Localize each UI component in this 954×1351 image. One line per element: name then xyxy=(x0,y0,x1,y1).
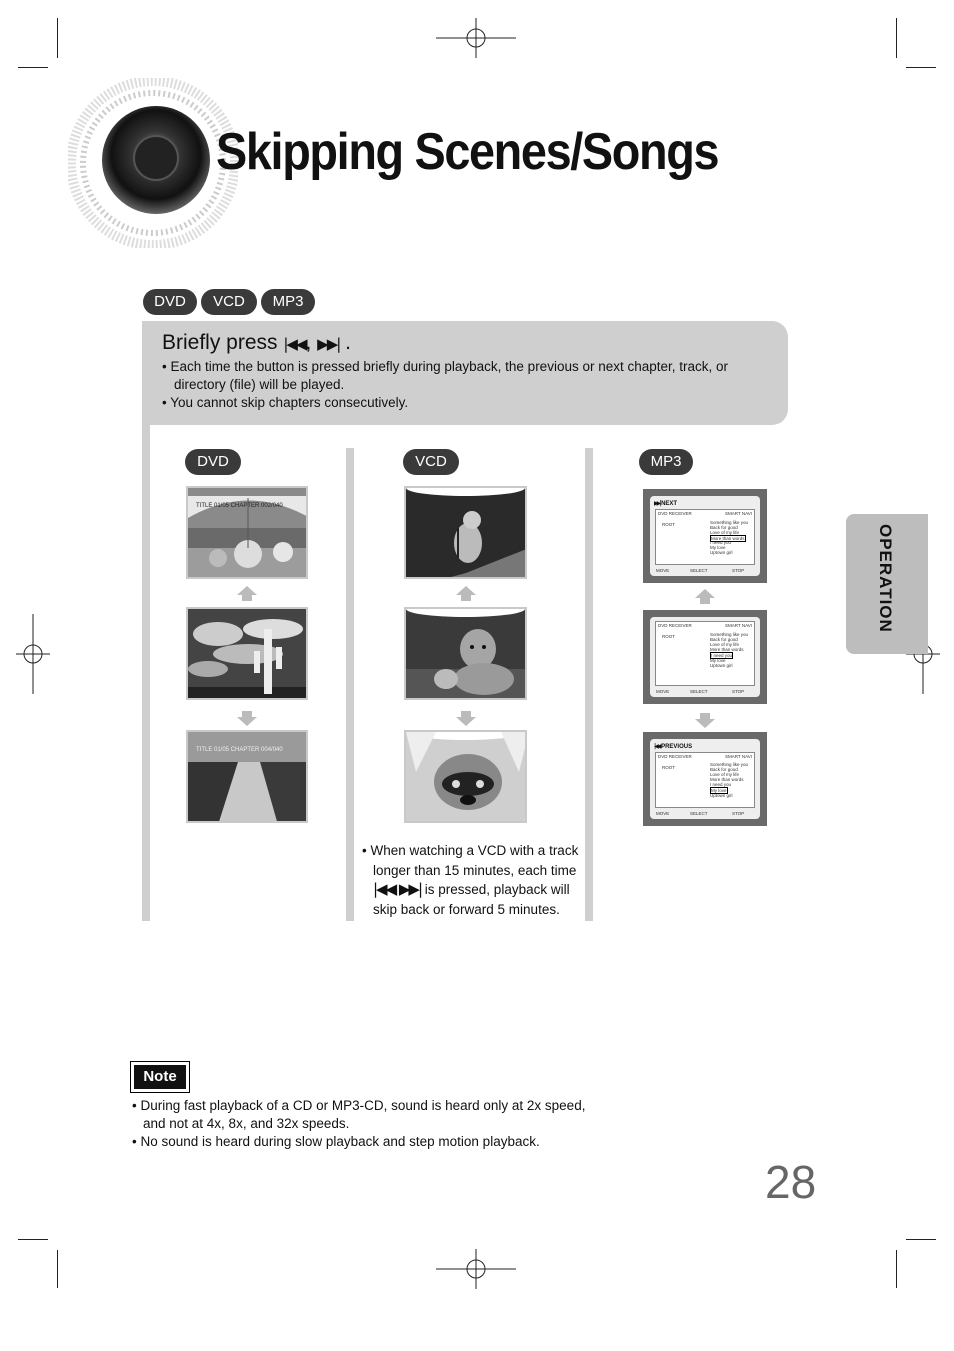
list-item: • No sound is heard during slow playback and step motion playback. xyxy=(132,1134,540,1149)
crop-mark xyxy=(18,1239,48,1240)
crop-mark xyxy=(57,1250,58,1288)
vcd-screen-3 xyxy=(404,730,527,823)
instruction-heading: Briefly press |◀◀, ▶▶| . xyxy=(162,331,351,354)
dvd-screen-2 xyxy=(186,607,308,700)
page-number: 28 xyxy=(765,1156,817,1208)
registration-mark xyxy=(436,18,516,58)
arrow-down-icon-stem xyxy=(242,711,252,717)
column-label-mp3: MP3 xyxy=(639,449,693,475)
arrow-up-icon-stem xyxy=(461,595,471,601)
mp3-screen-2: DVD RECEIVER SMART NAVI ROOT Something like you Back for good Love of my life More than words I need you My love Uptown girl MOVE SELECT STOP xyxy=(643,610,767,704)
speaker-graphic xyxy=(68,78,238,248)
skip-next-icon: ▶▶| xyxy=(398,880,422,898)
arrow-down-icon xyxy=(695,719,715,728)
arrow-up-icon xyxy=(456,586,476,595)
note-label: Note xyxy=(130,1061,190,1093)
arrow-down-icon xyxy=(456,717,476,726)
badge-dvd: DVD xyxy=(143,289,197,315)
arrow-down-icon-stem xyxy=(700,713,710,719)
column-divider xyxy=(585,448,593,921)
skip-previous-icon: |◀◀ xyxy=(654,743,660,750)
vcd-screen-2 xyxy=(404,607,527,700)
vcd-note: • When watching a VCD with a track longer than 15 minutes, each time |◀◀ ▶▶| is pressed, playback will skip back or forward 5 minutes. xyxy=(362,843,579,917)
arrow-down-icon xyxy=(237,717,257,726)
dvd-osd: TITLE 01/05 CHAPTER 004/040 xyxy=(196,747,283,753)
crop-mark xyxy=(906,1239,936,1240)
mp3-screen-head: |◀◀ PREVIOUS xyxy=(654,743,693,750)
panel-left-bar xyxy=(142,425,150,921)
arrow-down-icon-stem xyxy=(461,711,471,717)
skip-next-icon: ▶▶| xyxy=(654,500,660,507)
registration-mark xyxy=(436,1249,516,1289)
crop-mark xyxy=(906,67,936,68)
skip-previous-icon: |◀◀ xyxy=(373,880,396,898)
column-divider xyxy=(346,448,354,921)
skip-next-icon: ▶▶| xyxy=(317,335,340,353)
mp3-screen-1: ▶▶| NEXT DVD RECEIVER SMART NAVI ROOT Something like you Back for good Love of my life More than words I need you My love Uptown girl MOVE SELECT STOP xyxy=(643,489,767,583)
registration-mark xyxy=(16,614,50,694)
mp3-screen-head: ▶▶| NEXT xyxy=(654,500,678,507)
page-title: Skipping Scenes/Songs xyxy=(216,123,719,181)
arrow-up-icon xyxy=(237,586,257,595)
column-label-vcd: VCD xyxy=(403,449,459,475)
list-item: • Each time the button is pressed briefly during playback, the previous or next chapter, track, or directory (file) will be played. xyxy=(162,359,729,392)
vcd-screen-1 xyxy=(404,486,527,579)
crop-mark xyxy=(18,67,48,68)
crop-mark xyxy=(896,1250,897,1288)
list-item: • You cannot skip chapters consecutively. xyxy=(162,395,409,410)
dvd-screen-1 xyxy=(186,486,308,579)
list-item: • During fast playback of a CD or MP3-CD, sound is heard only at 2x speed, and not at 4x, 8x, and 32x speeds. xyxy=(132,1098,586,1131)
dvd-osd: TITLE 01/05 CHAPTER 002/040 xyxy=(196,503,283,509)
mp3-screen-3: |◀◀ PREVIOUS DVD RECEIVER SMART NAVI ROOT Something like you Back for good Love of my life More than words I need you My love Uptown girl MOVE SELECT STOP xyxy=(643,732,767,826)
dvd-screen-3 xyxy=(186,730,308,823)
column-label-dvd: DVD xyxy=(185,449,241,475)
badge-mp3: MP3 xyxy=(261,289,315,315)
arrow-up-icon-stem xyxy=(700,598,710,604)
crop-mark xyxy=(896,18,897,58)
side-tab-operation: OPERATION xyxy=(846,514,928,654)
note-bullets xyxy=(132,1097,602,1151)
skip-previous-icon: |◀◀ xyxy=(283,335,306,353)
crop-mark xyxy=(57,18,58,58)
arrow-up-icon xyxy=(695,589,715,598)
instruction-bullets xyxy=(162,358,762,412)
arrow-up-icon-stem xyxy=(242,595,252,601)
badge-vcd: VCD xyxy=(201,289,257,315)
